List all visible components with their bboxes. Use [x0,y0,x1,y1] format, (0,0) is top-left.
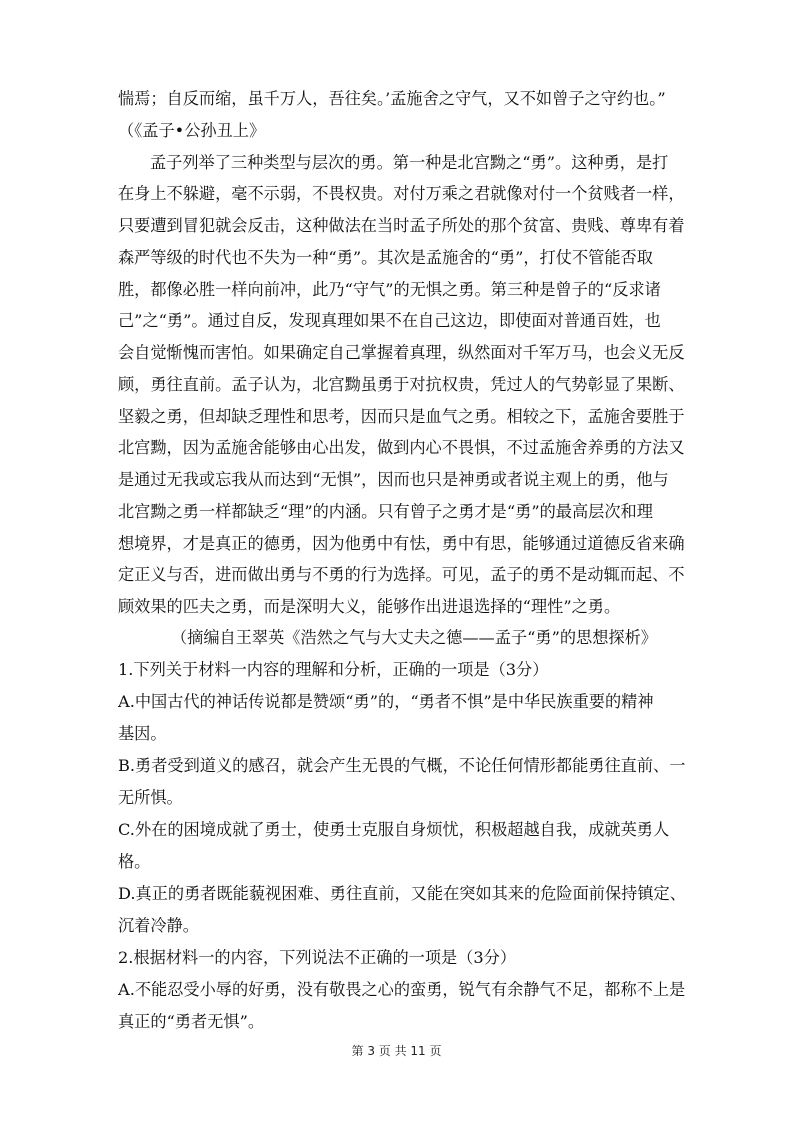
option-line: 沉着冷静。 [118,916,199,935]
option-line: 真正的“勇者无惧”。 [118,1012,265,1031]
option-line: 格。 [118,852,151,871]
source-citation: （摘编自王翠英《浩然之气与大丈夫之德——孟子“勇”的思想探析》 [171,628,657,647]
paragraph-line: 北宫黝之勇一样都缺乏“理”的内涵。只有曾子之勇才是“勇”的最高层次和理 [118,502,653,521]
paragraph-line: 是通过无我或忘我从而达到“无惧”，因而也只是神勇或者说主观上的勇，他与 [118,470,669,489]
citation-line: （《孟子•公孙丑上》 [118,121,266,140]
page-number-footer: 第 3 页 共 11 页 [351,1044,442,1058]
option-line: D.真正的勇者既能藐视困难、勇往直前，又能在突如其来的危险面前保持镇定、 [118,884,686,903]
question-1-stem: 1.下列关于材料一内容的理解和分析，正确的一项是（3分） [118,660,549,679]
paragraph-line: 顾，勇往直前。孟子认为，北宫黝虽勇于对抗权贵，凭过人的气势彰显了果断、 [118,375,685,394]
paragraph-line: 森严等级的时代也不失为一种“勇”。其次是孟施舍的“勇”，打仗不管能否取 [118,248,653,267]
paragraph-line: 坚毅之勇，但却缺乏理性和思考，因而只是血气之勇。相较之下，孟施舍要胜于 [118,407,685,426]
paragraph-line: 己”之“勇”。通过自反，发现真理如果不在自己这边，即使面对普通百姓，也 [118,311,661,330]
option-line: A.不能忍受小辱的好勇，没有敬畏之心的蛮勇，锐气有余静气不足，都称不上是 [118,980,686,999]
paragraph-line: 想境界，才是真正的德勇，因为他勇中有怯，勇中有思，能够通过道德反省来确 [118,534,685,553]
option-line: 无所惧。 [118,788,183,807]
paragraph-line: 北宫黝，因为孟施舍能够由心出发，做到内心不畏惧，不过孟施舍养勇的方法又 [118,438,685,457]
option-line: B.勇者受到道义的感召，就会产生无畏的气概，不论任何情形都能勇往直前、一 [118,756,686,775]
paragraph-line: 只要遭到冒犯就会反击，这种做法在当时孟子所处的那个贫富、贵贱、尊卑有着 [118,216,685,235]
paragraph-line: 孟子列举了三种类型与层次的勇。第一种是北宫黝之“勇”。这种勇，是打 [150,153,669,172]
question-2-stem: 2.根据材料一的内容，下列说法不正确的一项是（3分） [118,948,517,967]
paragraph-line: 在身上不躲避，毫不示弱，不畏权贵。对付万乘之君就像对付一个贫贱者一样， [118,184,685,203]
paragraph-line: 会自觉惭愧而害怕。如果确定自己掌握着真理，纵然面对千军万马，也会义无反 [118,343,685,362]
paragraph-line: 胜，都像必胜一样向前冲，此乃“守气”的无惧之勇。第三种是曾子的“反求诸 [118,280,661,299]
option-line: C.外在的困境成就了勇士，使勇士克服自身烦忧，积极超越自我，成就英勇人 [118,820,670,839]
paragraph-line: 顾效果的匹夫之勇，而是深明大义，能够作出进退选择的“理性”之勇。 [118,597,621,616]
text-line: 惴焉；自反而缩，虽千万人，吾往矣。’孟施舍之守气，又不如曾子之守约也。” [118,89,666,108]
option-line: 基因。 [118,724,167,743]
paragraph-line: 定正义与否，进而做出勇与不勇的行为选择。可见，孟子的勇不是动辄而起、不 [118,565,685,584]
option-line: A.中国古代的神话传说都是赞颂“勇”的，“勇者不惧”是中华民族重要的精神 [118,692,654,711]
